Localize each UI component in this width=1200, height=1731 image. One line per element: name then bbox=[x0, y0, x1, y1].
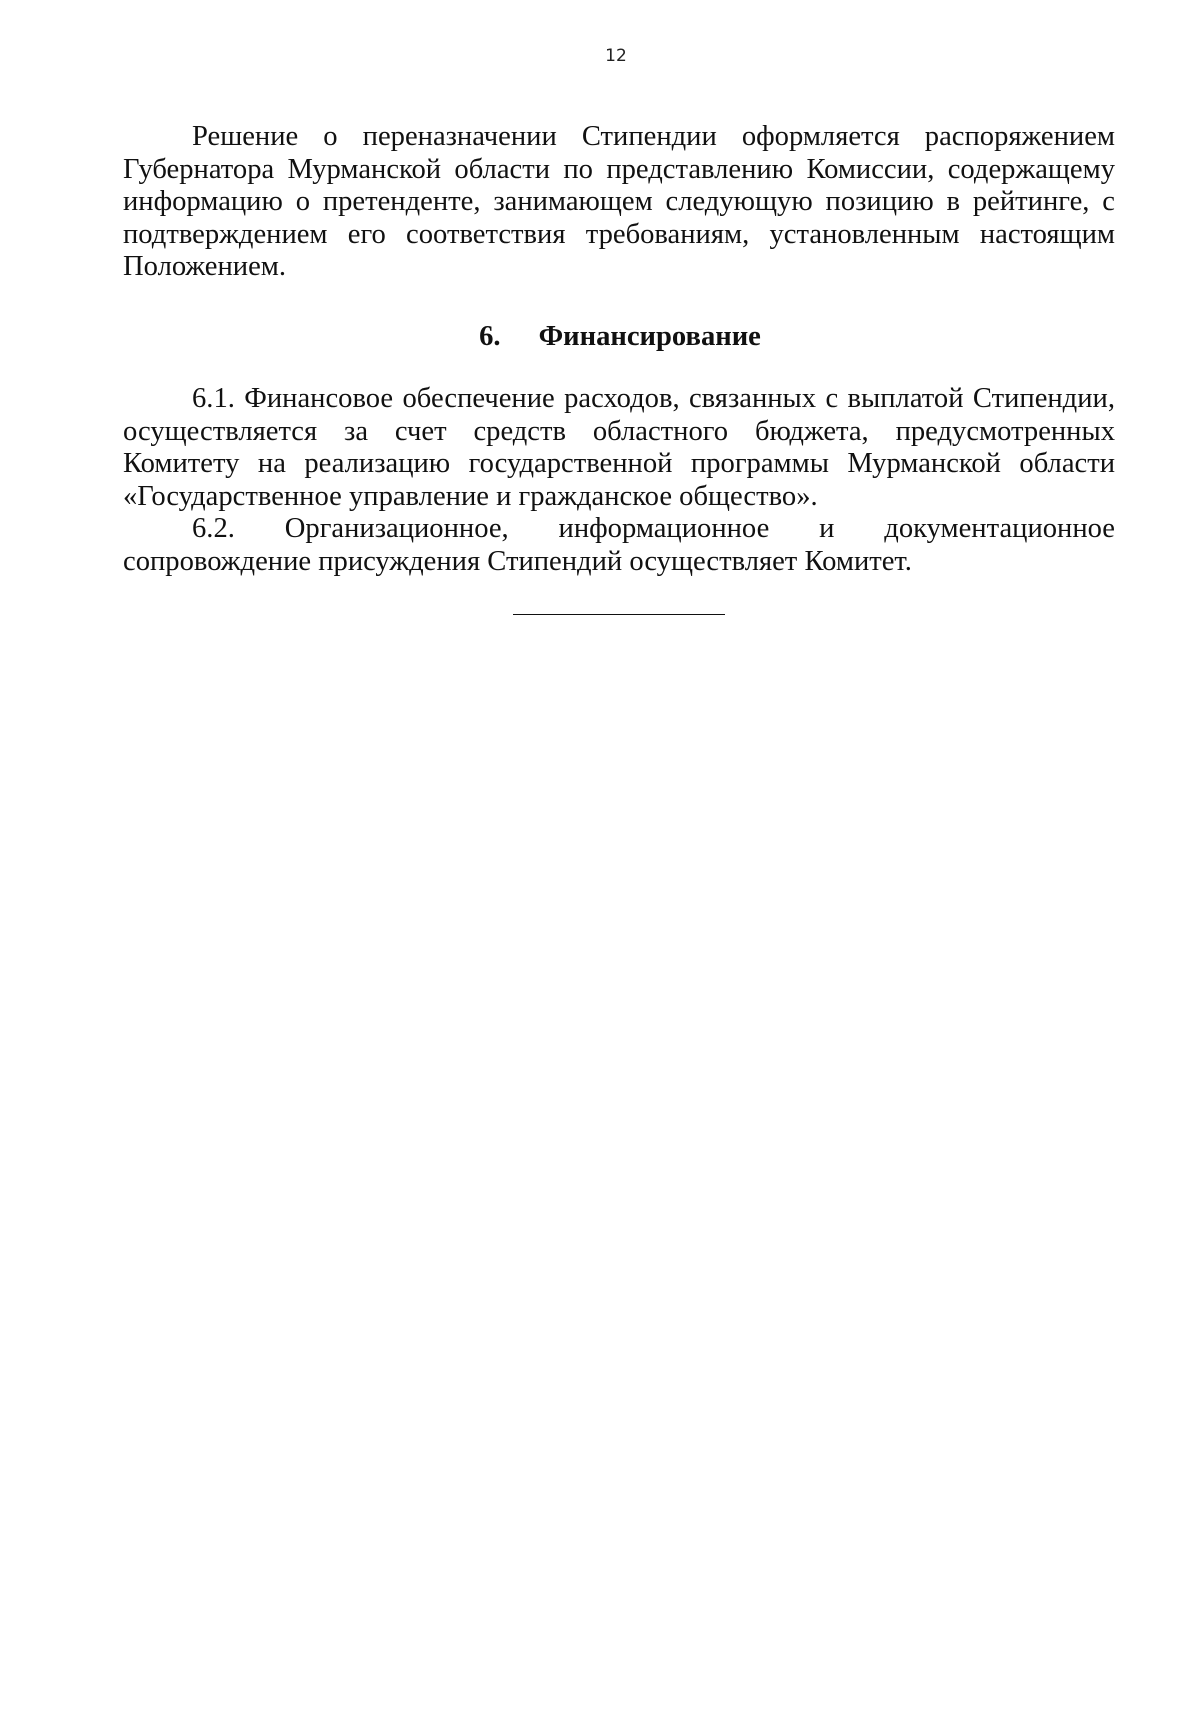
section-body bbox=[123, 383, 1115, 578]
section-title: Финансирование bbox=[538, 321, 761, 352]
clause-6-1: 6.1. Финансовое обеспечение расходов, связанных с выплатой Стипендии, осуществляется за счет средств областного бюджета, предусмотренных Комитету на реализацию государственной программы Мурманской области «Государственное управление и гражданское общество». bbox=[123, 383, 1115, 512]
paragraph-scholarship-reassignment bbox=[123, 121, 1115, 284]
clause-6-2: 6.2. Организационное, информационное и документационное сопровождение присуждения Стипендий осуществляет Комитет. bbox=[123, 513, 1115, 577]
end-of-document-rule bbox=[513, 614, 725, 615]
section-number: 6. bbox=[479, 321, 501, 352]
paragraph-text: Решение о переназначении Стипендии оформляется распоряжением Губернатора Мурманской области по представлению Комиссии, содержащему информацию о претенденте, занимающем следующую позицию в рейтинге, с подтверждением его соответствия требованиям, установленным настоящим Положением. bbox=[123, 121, 1115, 282]
section-heading bbox=[0, 320, 1200, 354]
page-number: 12 bbox=[605, 46, 627, 66]
